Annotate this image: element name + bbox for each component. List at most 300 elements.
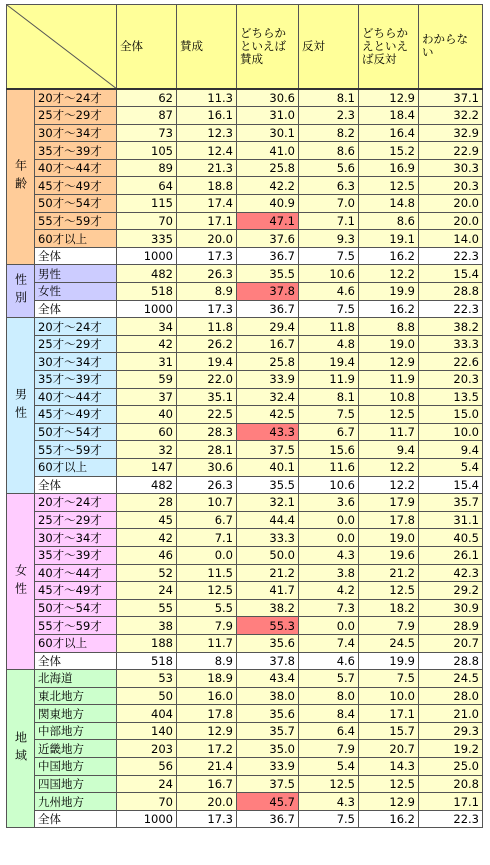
cell-count: 24 xyxy=(117,775,177,793)
cell-percent: 7.1 xyxy=(299,212,359,230)
cell-count: 38 xyxy=(117,617,177,635)
header-total: 全体 xyxy=(117,5,177,89)
cell-percent: 9.4 xyxy=(359,441,419,459)
cell-count: 62 xyxy=(117,89,177,107)
cell-percent: 21.3 xyxy=(177,159,237,177)
cell-count: 335 xyxy=(117,230,177,248)
cell-percent: 35.6 xyxy=(237,705,299,723)
cell-percent: 12.2 xyxy=(359,458,419,476)
cell-percent: 36.7 xyxy=(237,300,299,318)
cell-percent: 4.2 xyxy=(299,582,359,600)
cell-count: 32 xyxy=(117,441,177,459)
cell-count: 482 xyxy=(117,265,177,283)
table-row xyxy=(7,353,483,371)
cell-percent: 4.6 xyxy=(299,283,359,301)
cell-percent: 19.2 xyxy=(419,740,483,758)
header-row xyxy=(7,5,483,89)
cell-percent: 37.8 xyxy=(237,283,299,301)
row-label: 中部地方 xyxy=(35,722,117,740)
cell-percent: 8.4 xyxy=(299,705,359,723)
table-row xyxy=(7,388,483,406)
cell-percent: 40.5 xyxy=(419,529,483,547)
table-row-total xyxy=(7,247,483,265)
cell-percent: 11.7 xyxy=(359,423,419,441)
cell-count: 404 xyxy=(117,705,177,723)
cell-percent: 35.0 xyxy=(237,740,299,758)
row-label: 25才～29才 xyxy=(35,107,117,125)
cell-percent: 37.8 xyxy=(237,652,299,670)
cell-count: 73 xyxy=(117,124,177,142)
cell-percent: 45.7 xyxy=(237,793,299,811)
cell-percent: 7.1 xyxy=(177,529,237,547)
table-row xyxy=(7,670,483,688)
cell-percent: 12.9 xyxy=(359,353,419,371)
cell-percent: 8.2 xyxy=(299,124,359,142)
cell-percent: 22.3 xyxy=(419,247,483,265)
cell-percent: 12.5 xyxy=(359,406,419,424)
cell-percent: 20.0 xyxy=(419,212,483,230)
cell-percent: 35.5 xyxy=(237,476,299,494)
table-row xyxy=(7,441,483,459)
cell-percent: 37.1 xyxy=(419,89,483,107)
row-label: 20才～24才 xyxy=(35,89,117,107)
cell-percent: 38.2 xyxy=(237,599,299,617)
survey-table xyxy=(6,4,483,828)
table-row xyxy=(7,265,483,283)
table-row xyxy=(7,335,483,353)
cell-count: 518 xyxy=(117,283,177,301)
cell-percent: 38.2 xyxy=(419,318,483,336)
cell-percent: 14.3 xyxy=(359,758,419,776)
cell-percent: 21.2 xyxy=(359,564,419,582)
cell-percent: 7.3 xyxy=(299,599,359,617)
cell-percent: 35.6 xyxy=(237,634,299,652)
cell-count: 50 xyxy=(117,687,177,705)
cell-count: 89 xyxy=(117,159,177,177)
cell-percent: 37.5 xyxy=(237,775,299,793)
row-label: 全体 xyxy=(35,652,117,670)
table-row xyxy=(7,582,483,600)
cell-percent: 33.3 xyxy=(237,529,299,547)
cell-percent: 11.8 xyxy=(177,318,237,336)
cell-percent: 5.4 xyxy=(299,758,359,776)
cell-count: 53 xyxy=(117,670,177,688)
table-row xyxy=(7,195,483,213)
row-label: 35才～39才 xyxy=(35,371,117,389)
cell-percent: 7.0 xyxy=(299,195,359,213)
cell-percent: 19.6 xyxy=(359,546,419,564)
table-row xyxy=(7,687,483,705)
table-row xyxy=(7,177,483,195)
cell-percent: 10.8 xyxy=(359,388,419,406)
cell-percent: 10.0 xyxy=(359,687,419,705)
cell-percent: 4.3 xyxy=(299,793,359,811)
cell-percent: 26.1 xyxy=(419,546,483,564)
cell-percent: 17.3 xyxy=(177,810,237,828)
cell-percent: 6.4 xyxy=(299,722,359,740)
cell-percent: 6.7 xyxy=(177,511,237,529)
cell-count: 105 xyxy=(117,142,177,160)
table-row xyxy=(7,406,483,424)
row-label: 30才～34才 xyxy=(35,124,117,142)
cell-count: 482 xyxy=(117,476,177,494)
cell-percent: 3.8 xyxy=(299,564,359,582)
cell-percent: 42.5 xyxy=(237,406,299,424)
cell-count: 64 xyxy=(117,177,177,195)
table-row-total xyxy=(7,810,483,828)
cell-percent: 42.3 xyxy=(419,564,483,582)
cell-percent: 12.5 xyxy=(359,582,419,600)
cell-percent: 29.2 xyxy=(419,582,483,600)
cell-percent: 20.7 xyxy=(359,740,419,758)
cell-percent: 26.2 xyxy=(177,335,237,353)
cell-percent: 12.2 xyxy=(359,476,419,494)
cell-percent: 18.9 xyxy=(177,670,237,688)
cell-percent: 8.0 xyxy=(299,687,359,705)
cell-percent: 15.2 xyxy=(359,142,419,160)
row-label: 40才～44才 xyxy=(35,159,117,177)
cell-percent: 35.5 xyxy=(237,265,299,283)
row-label: 中国地方 xyxy=(35,758,117,776)
table-row xyxy=(7,722,483,740)
cell-percent: 21.2 xyxy=(237,564,299,582)
cell-percent: 7.5 xyxy=(359,670,419,688)
cell-percent: 7.5 xyxy=(299,300,359,318)
row-label: 女性 xyxy=(35,283,117,301)
cell-percent: 12.9 xyxy=(359,89,419,107)
cell-percent: 8.6 xyxy=(359,212,419,230)
cell-percent: 16.2 xyxy=(359,247,419,265)
cell-percent: 40.9 xyxy=(237,195,299,213)
cell-percent: 18.4 xyxy=(359,107,419,125)
cell-percent: 17.4 xyxy=(177,195,237,213)
cell-percent: 37.6 xyxy=(237,230,299,248)
cell-percent: 30.1 xyxy=(237,124,299,142)
cell-percent: 6.3 xyxy=(299,177,359,195)
cell-percent: 55.3 xyxy=(237,617,299,635)
group-label-age: 年齢 xyxy=(7,89,35,265)
cell-count: 203 xyxy=(117,740,177,758)
cell-percent: 32.9 xyxy=(419,124,483,142)
cell-percent: 8.8 xyxy=(359,318,419,336)
header-dont-know: わからない xyxy=(419,5,483,89)
corner-cell xyxy=(7,5,117,89)
cell-percent: 16.2 xyxy=(359,300,419,318)
cell-percent: 32.4 xyxy=(237,388,299,406)
cell-percent: 22.3 xyxy=(419,300,483,318)
cell-percent: 33.9 xyxy=(237,371,299,389)
cell-count: 42 xyxy=(117,529,177,547)
cell-percent: 3.6 xyxy=(299,494,359,512)
cell-percent: 47.1 xyxy=(237,212,299,230)
cell-percent: 15.6 xyxy=(299,441,359,459)
cell-percent: 17.3 xyxy=(177,247,237,265)
cell-percent: 20.0 xyxy=(177,230,237,248)
cell-percent: 12.5 xyxy=(359,177,419,195)
cell-percent: 12.5 xyxy=(359,775,419,793)
table-row xyxy=(7,159,483,177)
cell-percent: 36.7 xyxy=(237,247,299,265)
table-row xyxy=(7,212,483,230)
cell-percent: 16.1 xyxy=(177,107,237,125)
cell-percent: 28.0 xyxy=(419,687,483,705)
table-row xyxy=(7,775,483,793)
cell-percent: 30.9 xyxy=(419,599,483,617)
cell-percent: 19.9 xyxy=(359,283,419,301)
cell-percent: 32.1 xyxy=(237,494,299,512)
cell-count: 46 xyxy=(117,546,177,564)
cell-percent: 11.9 xyxy=(359,371,419,389)
cell-count: 1000 xyxy=(117,247,177,265)
cell-percent: 17.1 xyxy=(359,705,419,723)
table-row xyxy=(7,283,483,301)
cell-percent: 24.5 xyxy=(359,634,419,652)
group-label-region: 地域 xyxy=(7,670,35,828)
cell-percent: 6.7 xyxy=(299,423,359,441)
cell-percent: 26.3 xyxy=(177,265,237,283)
cell-percent: 12.5 xyxy=(299,775,359,793)
table-row xyxy=(7,546,483,564)
row-label: 30才～34才 xyxy=(35,353,117,371)
cell-percent: 35.7 xyxy=(237,722,299,740)
header-oppose: 反対 xyxy=(299,5,359,89)
cell-percent: 12.4 xyxy=(177,142,237,160)
cell-percent: 20.3 xyxy=(419,177,483,195)
row-label: 35才～39才 xyxy=(35,546,117,564)
cell-percent: 33.9 xyxy=(237,758,299,776)
cell-percent: 4.6 xyxy=(299,652,359,670)
cell-count: 147 xyxy=(117,458,177,476)
cell-percent: 15.4 xyxy=(419,265,483,283)
cell-percent: 19.9 xyxy=(359,652,419,670)
row-label: 全体 xyxy=(35,247,117,265)
row-label: 55才～59才 xyxy=(35,441,117,459)
cell-percent: 41.0 xyxy=(237,142,299,160)
header-somewhat-agree: どちらかといえば賛成 xyxy=(237,5,299,89)
cell-percent: 12.3 xyxy=(177,124,237,142)
cell-percent: 12.9 xyxy=(177,722,237,740)
row-label: 45才～49才 xyxy=(35,406,117,424)
cell-percent: 33.3 xyxy=(419,335,483,353)
cell-percent: 15.7 xyxy=(359,722,419,740)
cell-percent: 17.8 xyxy=(177,705,237,723)
cell-count: 24 xyxy=(117,582,177,600)
cell-percent: 17.8 xyxy=(359,511,419,529)
table-row xyxy=(7,617,483,635)
cell-percent: 11.5 xyxy=(177,564,237,582)
table-row xyxy=(7,142,483,160)
table-row xyxy=(7,529,483,547)
row-label: 20才～24才 xyxy=(35,494,117,512)
cell-percent: 25.8 xyxy=(237,159,299,177)
row-label: 60才以上 xyxy=(35,634,117,652)
row-label: 45才～49才 xyxy=(35,582,117,600)
cell-count: 59 xyxy=(117,371,177,389)
cell-percent: 9.3 xyxy=(299,230,359,248)
cell-count: 1000 xyxy=(117,300,177,318)
table-row xyxy=(7,758,483,776)
cell-count: 56 xyxy=(117,758,177,776)
row-label: 全体 xyxy=(35,476,117,494)
cell-count: 37 xyxy=(117,388,177,406)
cell-percent: 44.4 xyxy=(237,511,299,529)
cell-count: 31 xyxy=(117,353,177,371)
cell-percent: 7.9 xyxy=(359,617,419,635)
table-row-total xyxy=(7,476,483,494)
cell-percent: 8.1 xyxy=(299,388,359,406)
row-label: 30才～34才 xyxy=(35,529,117,547)
cell-percent: 0.0 xyxy=(299,617,359,635)
cell-percent: 8.9 xyxy=(177,283,237,301)
cell-percent: 17.1 xyxy=(177,212,237,230)
cell-percent: 17.3 xyxy=(177,300,237,318)
cell-percent: 30.3 xyxy=(419,159,483,177)
table-row-total xyxy=(7,652,483,670)
row-label: 40才～44才 xyxy=(35,564,117,582)
cell-percent: 20.8 xyxy=(419,775,483,793)
cell-count: 140 xyxy=(117,722,177,740)
cell-percent: 17.1 xyxy=(419,793,483,811)
cell-percent: 4.8 xyxy=(299,335,359,353)
cell-percent: 16.0 xyxy=(177,687,237,705)
cell-percent: 43.3 xyxy=(237,423,299,441)
cell-count: 34 xyxy=(117,318,177,336)
table-row xyxy=(7,793,483,811)
row-label: 50才～54才 xyxy=(35,195,117,213)
cell-percent: 20.0 xyxy=(177,793,237,811)
table-row xyxy=(7,458,483,476)
cell-percent: 10.7 xyxy=(177,494,237,512)
cell-percent: 10.6 xyxy=(299,476,359,494)
cell-percent: 16.4 xyxy=(359,124,419,142)
cell-percent: 28.3 xyxy=(177,423,237,441)
row-label: 四国地方 xyxy=(35,775,117,793)
row-label: 55才～59才 xyxy=(35,617,117,635)
cell-percent: 26.3 xyxy=(177,476,237,494)
cell-percent: 38.0 xyxy=(237,687,299,705)
cell-count: 518 xyxy=(117,652,177,670)
table-body xyxy=(7,89,483,828)
cell-percent: 22.3 xyxy=(419,810,483,828)
cell-percent: 17.2 xyxy=(177,740,237,758)
table-row xyxy=(7,564,483,582)
cell-percent: 35.7 xyxy=(419,494,483,512)
cell-percent: 22.9 xyxy=(419,142,483,160)
cell-percent: 22.6 xyxy=(419,353,483,371)
row-label: 全体 xyxy=(35,300,117,318)
cell-percent: 19.1 xyxy=(359,230,419,248)
survey-table-container xyxy=(6,4,483,828)
cell-percent: 28.9 xyxy=(419,617,483,635)
cell-percent: 20.3 xyxy=(419,371,483,389)
cell-percent: 43.4 xyxy=(237,670,299,688)
table-row xyxy=(7,371,483,389)
cell-percent: 35.1 xyxy=(177,388,237,406)
row-label: 近畿地方 xyxy=(35,740,117,758)
cell-count: 60 xyxy=(117,423,177,441)
cell-percent: 14.0 xyxy=(419,230,483,248)
cell-percent: 7.5 xyxy=(299,810,359,828)
cell-percent: 28.8 xyxy=(419,652,483,670)
table-row xyxy=(7,107,483,125)
table-row xyxy=(7,494,483,512)
cell-percent: 37.5 xyxy=(237,441,299,459)
table-row xyxy=(7,740,483,758)
cell-percent: 22.0 xyxy=(177,371,237,389)
row-label: 25才～29才 xyxy=(35,511,117,529)
cell-percent: 16.9 xyxy=(359,159,419,177)
cell-percent: 15.4 xyxy=(419,476,483,494)
row-label: 全体 xyxy=(35,810,117,828)
row-label: 関東地方 xyxy=(35,705,117,723)
cell-count: 40 xyxy=(117,406,177,424)
cell-percent: 0.0 xyxy=(299,511,359,529)
cell-percent: 19.0 xyxy=(359,529,419,547)
group-label-male: 男性 xyxy=(7,318,35,494)
cell-percent: 36.7 xyxy=(237,810,299,828)
row-label: 男性 xyxy=(35,265,117,283)
cell-count: 70 xyxy=(117,212,177,230)
cell-count: 1000 xyxy=(117,810,177,828)
table-row xyxy=(7,318,483,336)
cell-percent: 10.6 xyxy=(299,265,359,283)
cell-percent: 4.3 xyxy=(299,546,359,564)
row-label: 東北地方 xyxy=(35,687,117,705)
cell-percent: 12.5 xyxy=(177,582,237,600)
cell-percent: 8.6 xyxy=(299,142,359,160)
cell-percent: 29.4 xyxy=(237,318,299,336)
row-label: 45才～49才 xyxy=(35,177,117,195)
row-label: 60才以上 xyxy=(35,230,117,248)
cell-percent: 17.9 xyxy=(359,494,419,512)
group-label-female: 女性 xyxy=(7,494,35,670)
cell-percent: 7.9 xyxy=(177,617,237,635)
row-label: 北海道 xyxy=(35,670,117,688)
cell-percent: 30.6 xyxy=(237,89,299,107)
cell-percent: 10.0 xyxy=(419,423,483,441)
cell-percent: 41.7 xyxy=(237,582,299,600)
cell-percent: 0.0 xyxy=(177,546,237,564)
cell-percent: 13.5 xyxy=(419,388,483,406)
cell-percent: 7.9 xyxy=(299,740,359,758)
cell-percent: 40.1 xyxy=(237,458,299,476)
cell-percent: 42.2 xyxy=(237,177,299,195)
cell-percent: 11.8 xyxy=(299,318,359,336)
table-row xyxy=(7,599,483,617)
cell-count: 70 xyxy=(117,793,177,811)
row-label: 50才～54才 xyxy=(35,599,117,617)
row-label: 40才～44才 xyxy=(35,388,117,406)
cell-percent: 11.6 xyxy=(299,458,359,476)
table-row xyxy=(7,423,483,441)
cell-percent: 16.7 xyxy=(237,335,299,353)
row-label: 25才～29才 xyxy=(35,335,117,353)
cell-percent: 2.3 xyxy=(299,107,359,125)
table-row xyxy=(7,89,483,107)
cell-percent: 21.0 xyxy=(419,705,483,723)
cell-percent: 7.4 xyxy=(299,634,359,652)
header-agree: 賛成 xyxy=(177,5,237,89)
cell-percent: 20.0 xyxy=(419,195,483,213)
cell-count: 55 xyxy=(117,599,177,617)
table-row xyxy=(7,124,483,142)
cell-percent: 0.0 xyxy=(299,529,359,547)
cell-count: 28 xyxy=(117,494,177,512)
row-label: 60才以上 xyxy=(35,458,117,476)
cell-count: 45 xyxy=(117,511,177,529)
cell-percent: 8.9 xyxy=(177,652,237,670)
cell-percent: 18.8 xyxy=(177,177,237,195)
